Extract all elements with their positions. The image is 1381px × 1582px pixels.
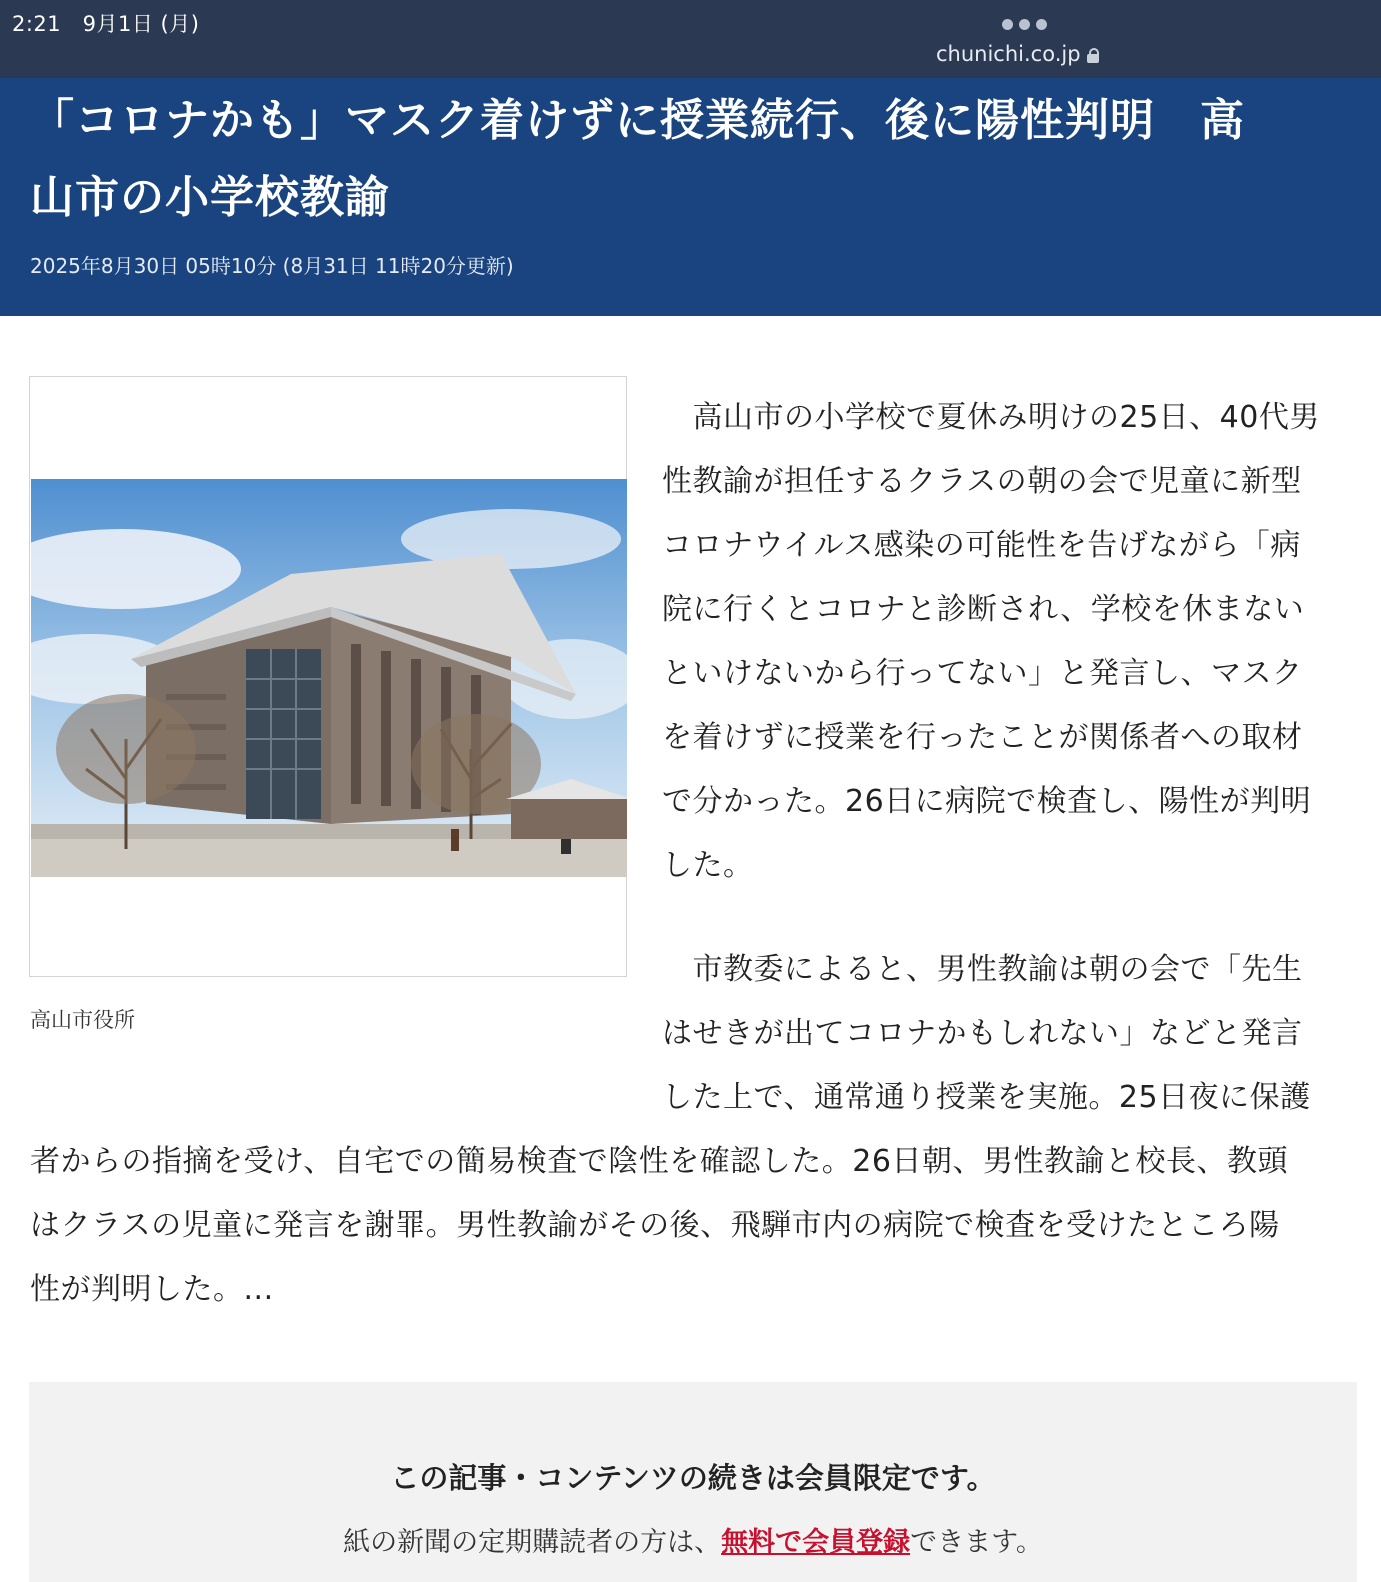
- address-bar[interactable]: [936, 42, 1099, 66]
- paywall-sub-before: 紙の新聞の定期購読者の方は、: [343, 1527, 722, 1558]
- headline-line: 「コロナかも」マスク着けずに授業続行、後に陽性判明 高: [30, 95, 1245, 146]
- paragraph-line: を着けずに授業を行ったことが関係者への取材: [662, 720, 1303, 755]
- headline-line: 山市の小学校教諭: [30, 172, 390, 223]
- paragraph-line: 院に行くとコロナと診断され、学校を休まない: [662, 592, 1305, 627]
- paywall-title: この記事・コンテンツの続きは会員限定です。: [390, 1461, 996, 1495]
- paywall-sub-after: できます。: [910, 1527, 1043, 1558]
- paywall-subtext: [29, 1520, 1357, 1559]
- more-dots-icon[interactable]: [1002, 19, 1047, 30]
- paragraph-line: した。: [662, 848, 754, 883]
- status-time-date: 2:21 9月1日 (月): [12, 12, 200, 36]
- url-text: chunichi.co.jp: [936, 42, 1081, 66]
- lock-icon: [1087, 48, 1099, 62]
- paragraph-line: した上で、通常通り授業を実施。25日夜に保護: [662, 1080, 1311, 1115]
- paragraph-line: 者からの指摘を受け、自宅での簡易検査で陰性を確認した。26日朝、男性教諭と校長、教頭: [30, 1144, 1288, 1179]
- paragraph-line: で分かった。26日に病院で検査し、陽性が判明: [662, 784, 1312, 819]
- article-photo-frame[interactable]: [29, 376, 627, 977]
- article-header: [0, 78, 1381, 316]
- paragraph-line: 高山市の小学校で夏休み明けの25日、40代男: [662, 400, 1320, 435]
- city-hall-photo[interactable]: [31, 479, 627, 877]
- article-paragraph-1: [662, 386, 1320, 898]
- status-bar: [0, 0, 1381, 78]
- article-dateline: 2025年8月30日 05時10分 (8月31日 11時20分更新): [30, 254, 514, 278]
- article-paragraph-2-continued: [30, 1130, 1288, 1322]
- paragraph-line: はせきが出てコロナかもしれない」などと発言: [662, 1016, 1303, 1051]
- article-headline: [30, 82, 1360, 236]
- photo-caption: 高山市役所: [30, 1008, 135, 1032]
- paragraph-line: といけないから行ってない」と発言し、マスク: [662, 656, 1303, 691]
- paragraph-line: コロナウイルス感染の可能性を告げながら「病: [662, 528, 1301, 563]
- paywall-box: [29, 1382, 1357, 1582]
- paragraph-line: 性教諭が担任するクラスの朝の会で児童に新型: [662, 464, 1302, 499]
- paragraph-line: 市教委によると、男性教諭は朝の会で「先生: [662, 952, 1303, 987]
- article-paragraph-2: [662, 938, 1311, 1130]
- free-registration-link[interactable]: 無料で会員登録: [721, 1527, 911, 1558]
- paragraph-line: はクラスの児童に発言を謝罪。男性教諭がその後、飛騨市内の病院で検査を受けたところ陽: [30, 1208, 1280, 1243]
- paragraph-line: 性が判明した。...: [30, 1272, 274, 1307]
